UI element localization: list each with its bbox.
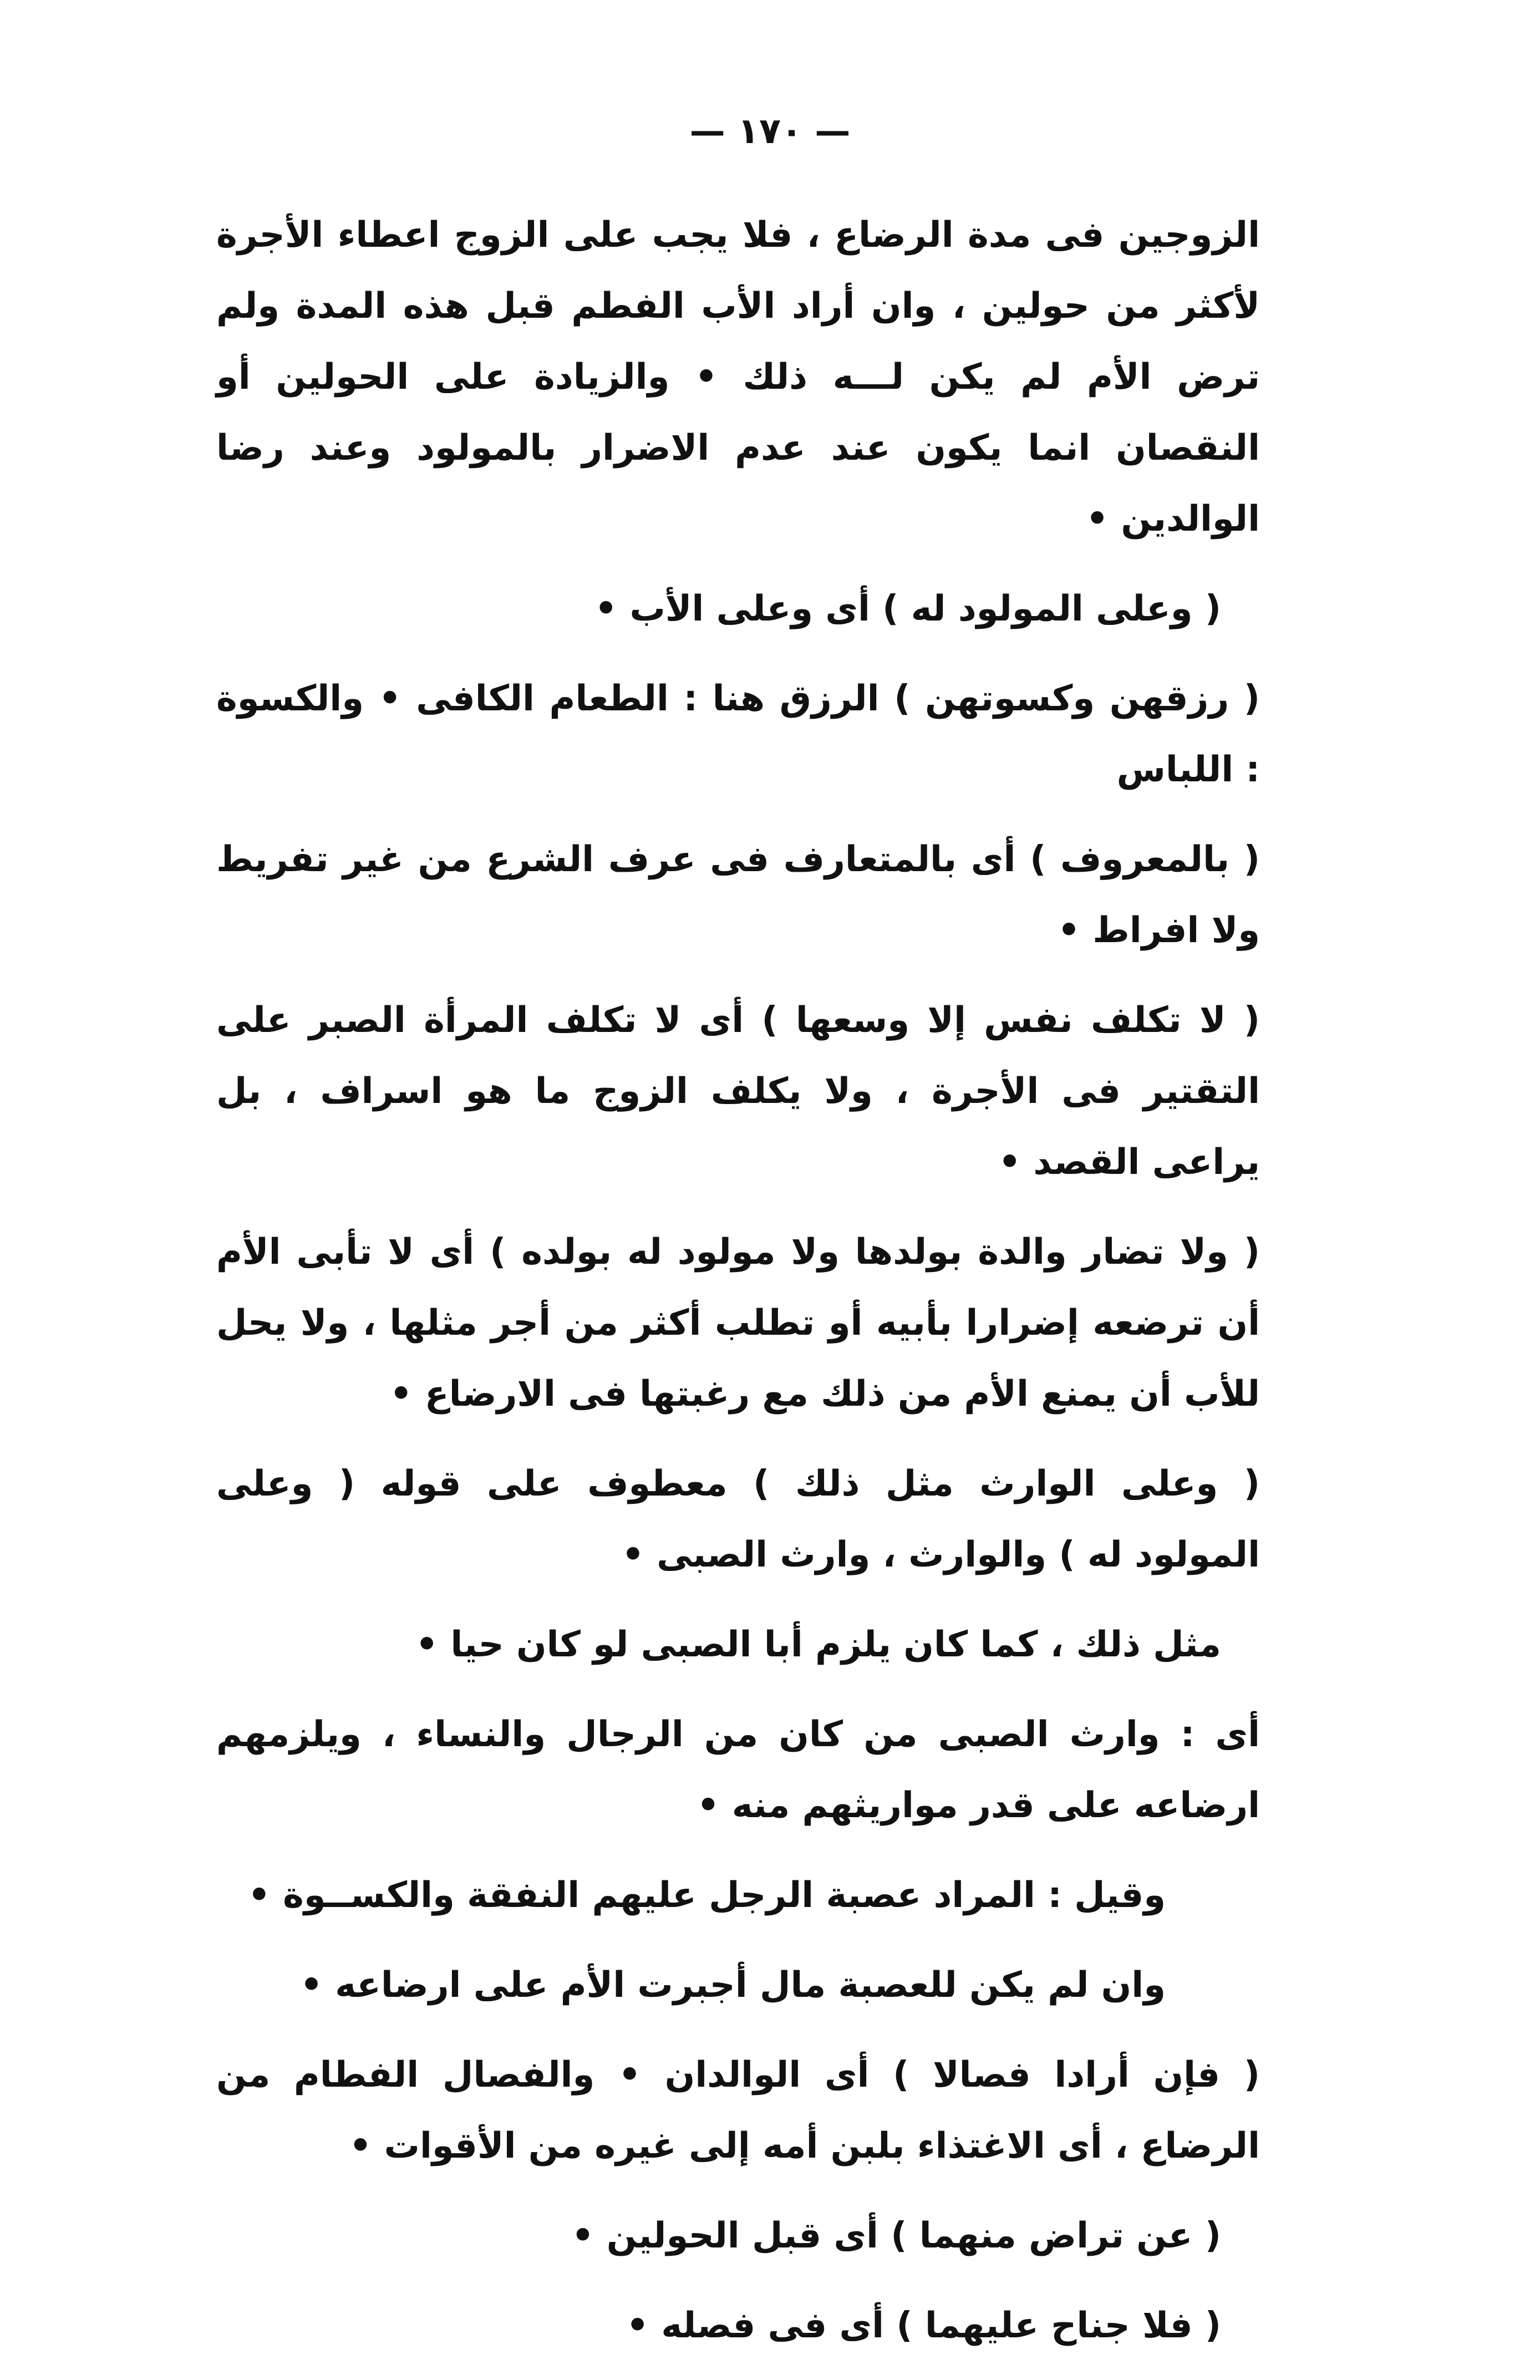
paragraph-1: الزوجين فى مدة الرضاع ، فلا يجب على الزوج اعطاء الأجرة لأكثر من حولين ، وان أراد الأب الفطم قبل هذه المدة ولم ترض الأم لم يكن لـــه ذلك • والزيادة على الحولين أو النقصان انما يكون عند عدم الاضرار بالمولود وعند رضا الوالدين • [216, 215, 1260, 540]
paragraph-9: أى : وارث الصبى من كان من الرجال والنساء ، ويلزمهم ارضاعه على قدر مواريثهم منه • [216, 1714, 1260, 1826]
paragraph-5: ( لا تكلف نفس إلا وسعها ) أى لا تكلف المرأة الصبر على التقتير فى الأجرة ، ولا يكلف الزوج ما هو اسراف ، بل يراعى القصد • [216, 1000, 1260, 1183]
page-number: — ١٧٠ — [689, 111, 851, 152]
paragraph-3: ( رزقهن وكسوتهن ) الرزق هنا : الطعام الكافى • والكسوة : اللباس [216, 678, 1260, 790]
paragraph-8: مثل ذلك ، كما كان يلزم أبا الصبى لو كان حيا • [415, 1624, 1221, 1665]
paragraph-10: وقيل : المراد عصبة الرجل عليهم النفقة والكســوة • [247, 1875, 1166, 1916]
paragraph-13: ( عن تراض منهما ) أى قبل الحولين • [571, 2215, 1221, 2256]
paragraph-6: ( ولا تضار والدة بولدها ولا مولود له بولده ) أى لا تأبى الأم أن ترضعه إضرارا بأبيه أو تطلب أكثر من أجر مثلها ، ولا يحل للأب أن يمنع الأم من ذلك مع رغبتها فى الارضاع • [216, 1232, 1260, 1415]
paragraph-11: وان لم يكن للعصبة مال أجبرت الأم على ارضاعه • [300, 1965, 1166, 2006]
paragraph-12: ( فإن أرادا فصالا ) أى الوالدان • والفصال الفطام من الرضاع ، أى الاغتذاء بلبن أمه إلى غيره من الأقوات • [216, 2054, 1260, 2167]
paragraph-14: ( فلا جناح عليهما ) أى فى فصله • [626, 2305, 1221, 2346]
paragraph-4: ( بالمعروف ) أى بالمتعارف فى عرف الشرع من غير تفريط ولا افراط • [216, 839, 1260, 951]
paragraph-2: ( وعلى المولود له ) أى وعلى الأب • [594, 588, 1221, 629]
paragraph-7: ( وعلى الوارث مثل ذلك ) معطوف على قوله ( وعلى المولود له ) والوارث ، وارث الصبى • [216, 1463, 1260, 1575]
body-text [216, 200, 1260, 2380]
